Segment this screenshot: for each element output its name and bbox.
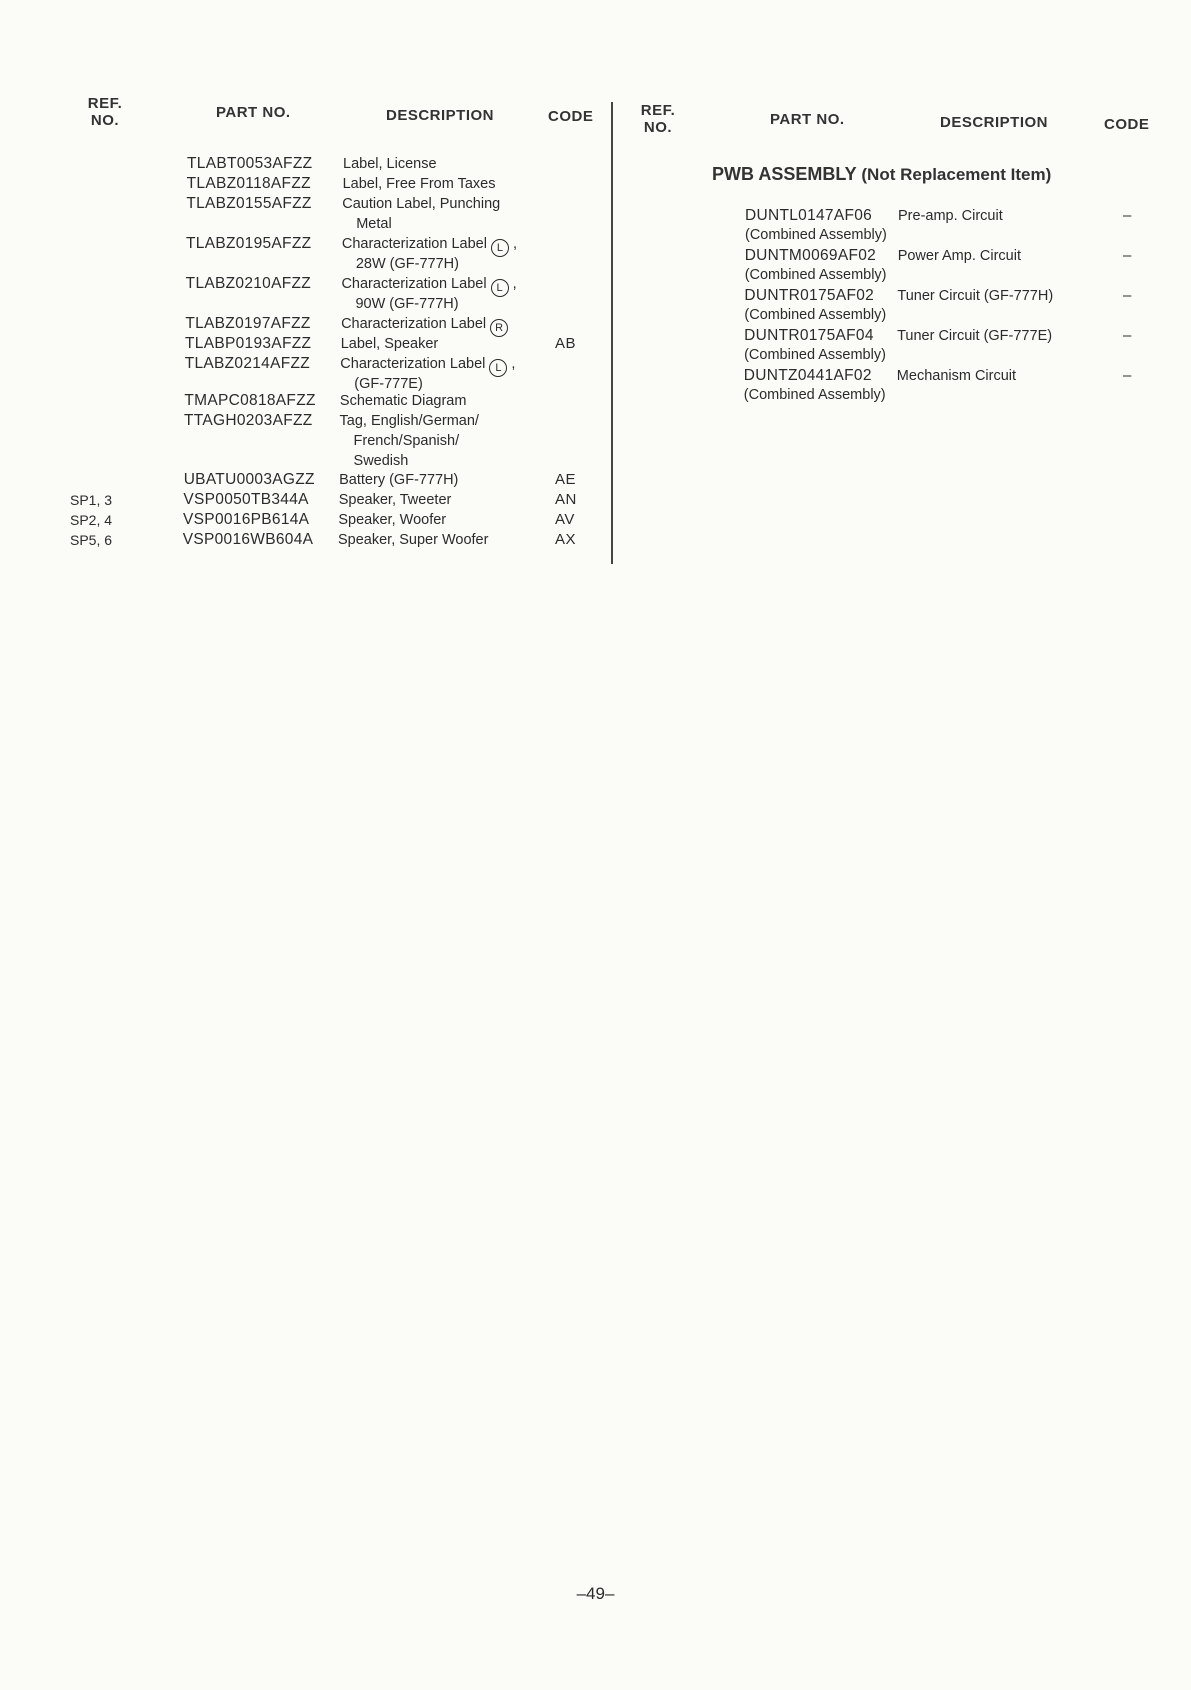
right-row-description: Power Amp. Circuit	[897, 248, 1021, 264]
description-text: Label, Free From Taxes	[342, 176, 496, 192]
left-row-description	[341, 334, 439, 354]
comma-text: ,	[508, 276, 517, 292]
left-header-ref-no	[80, 95, 130, 129]
right-row-part-no: DUNTR0175AF04	[744, 327, 874, 344]
left-row-part-no: TLABZ0214AFZZ	[184, 355, 311, 372]
description-text: 90W (GF-777H)	[355, 296, 459, 312]
description-text: 28W (GF-777H)	[355, 256, 459, 272]
left-row-part-no: VSP0016PB614A	[183, 511, 310, 528]
left-row-part-no: TLABZ0155AFZZ	[186, 195, 312, 212]
circled-l-mark-icon: L	[491, 279, 509, 297]
description-text: Swedish	[353, 453, 409, 469]
description-text: Tag, English/German/	[339, 413, 479, 429]
left-row-ref-no: SP2, 4	[70, 512, 113, 528]
page-number: –49–	[576, 1584, 615, 1603]
left-row-ref-no: SP5, 6	[70, 532, 113, 548]
left-row-description-cont	[355, 294, 458, 314]
right-header-ref-line2: NO.	[643, 119, 673, 136]
right-row-part-no: DUNTR0175AF02	[744, 287, 875, 304]
right-row-description: Pre-amp. Circuit	[898, 208, 1003, 224]
left-row-part-no: TTAGH0203AFZZ	[184, 412, 313, 429]
right-header-code: CODE	[1104, 116, 1150, 133]
right-row-note: (Combined Assembly)	[743, 387, 886, 403]
left-row-description	[342, 194, 500, 214]
description-text: Label, License	[343, 156, 437, 172]
left-row-description	[339, 490, 452, 510]
left-header-description: DESCRIPTION	[386, 107, 495, 124]
description-text: French/Spanish/	[353, 433, 460, 449]
left-header-ref-line2: NO.	[90, 112, 120, 129]
left-row-part-no: TLABP0193AFZZ	[185, 335, 312, 352]
circled-r-mark-icon: R	[490, 319, 508, 337]
description-text: Characterization Label	[340, 356, 486, 372]
left-row-description-cont	[356, 214, 391, 234]
description-text: Caution Label, Punching	[342, 196, 501, 212]
left-row-part-no: UBATU0003AGZZ	[183, 471, 315, 488]
left-row-part-no: TLABZ0118AFZZ	[186, 175, 311, 192]
right-row-note: (Combined Assembly)	[744, 267, 887, 283]
left-row-description-cont	[356, 254, 459, 274]
left-row-description	[343, 154, 437, 174]
left-header-part-no: PART NO.	[216, 104, 291, 121]
left-row-description	[338, 510, 446, 530]
description-text: Schematic Diagram	[339, 393, 467, 409]
right-row-description: Mechanism Circuit	[896, 368, 1017, 384]
right-row-code: –	[1123, 247, 1132, 264]
right-header-ref-line1: REF.	[640, 102, 676, 119]
section-note-text: (Not Replacement Item)	[861, 165, 1052, 184]
right-header-ref-no	[633, 102, 683, 136]
left-row-description	[340, 411, 479, 431]
left-row-part-no: TLABZ0210AFZZ	[185, 275, 312, 292]
left-row-part-no: VSP0016WB604A	[182, 531, 314, 548]
circled-l-mark-icon: L	[489, 359, 507, 377]
description-text: Characterization Label	[341, 316, 487, 332]
column-divider	[611, 102, 613, 564]
left-row-code: AB	[555, 335, 577, 352]
left-row-code: AE	[555, 471, 577, 488]
left-row-code: AN	[555, 491, 577, 508]
left-row-description	[343, 174, 496, 194]
left-row-description	[338, 530, 488, 550]
left-row-code: AX	[555, 531, 577, 548]
pwb-assembly-section-title	[712, 164, 1051, 185]
right-row-code: –	[1123, 367, 1132, 384]
section-title-text: PWB ASSEMBLY	[712, 164, 857, 184]
left-header-code: CODE	[548, 108, 594, 125]
right-row-code: –	[1123, 207, 1132, 224]
right-row-description: Tuner Circuit (GF-777H)	[897, 288, 1054, 304]
left-row-code: AV	[555, 511, 575, 528]
right-row-code: –	[1123, 327, 1132, 344]
right-row-note: (Combined Assembly)	[745, 227, 887, 243]
left-row-part-no: TLABZ0197AFZZ	[185, 315, 311, 332]
left-row-description-cont	[354, 431, 460, 451]
left-row-ref-no: SP1, 3	[70, 492, 113, 508]
description-text: Speaker, Tweeter	[338, 492, 452, 508]
left-row-description	[340, 391, 467, 411]
right-header-description: DESCRIPTION	[940, 114, 1049, 131]
description-text: Metal	[356, 216, 392, 232]
description-text: Label, Speaker	[340, 336, 439, 352]
left-row-part-no: TLABZ0195AFZZ	[186, 235, 312, 252]
right-row-part-no: DUNTL0147AF06	[745, 207, 873, 224]
right-row-note: (Combined Assembly)	[744, 307, 887, 323]
right-row-note: (Combined Assembly)	[744, 347, 886, 363]
description-text: (GF-777E)	[354, 376, 423, 392]
left-row-description-cont	[354, 451, 409, 471]
left-row-description	[339, 470, 458, 490]
description-text: Characterization Label	[341, 236, 487, 252]
description-text: Speaker, Woofer	[338, 512, 447, 528]
right-row-part-no: DUNTM0069AF02	[744, 247, 877, 264]
left-row-part-no: VSP0050TB344A	[183, 491, 309, 508]
right-row-part-no: DUNTZ0441AF02	[743, 367, 872, 384]
circled-l-mark-icon: L	[491, 239, 509, 257]
left-row-part-no: TMAPC0818AFZZ	[184, 392, 316, 409]
left-header-ref-line1: REF.	[87, 95, 123, 112]
description-text: Speaker, Super Woofer	[337, 532, 489, 548]
left-row-part-no: TLABT0053AFZZ	[187, 155, 313, 172]
comma-text: ,	[507, 356, 516, 372]
right-row-description: Tuner Circuit (GF-777E)	[897, 328, 1053, 344]
right-header-part-no: PART NO.	[770, 111, 845, 128]
description-text: Battery (GF-777H)	[339, 472, 459, 488]
comma-text: ,	[508, 236, 517, 252]
right-row-code: –	[1123, 287, 1132, 304]
description-text: Characterization Label	[341, 276, 487, 292]
